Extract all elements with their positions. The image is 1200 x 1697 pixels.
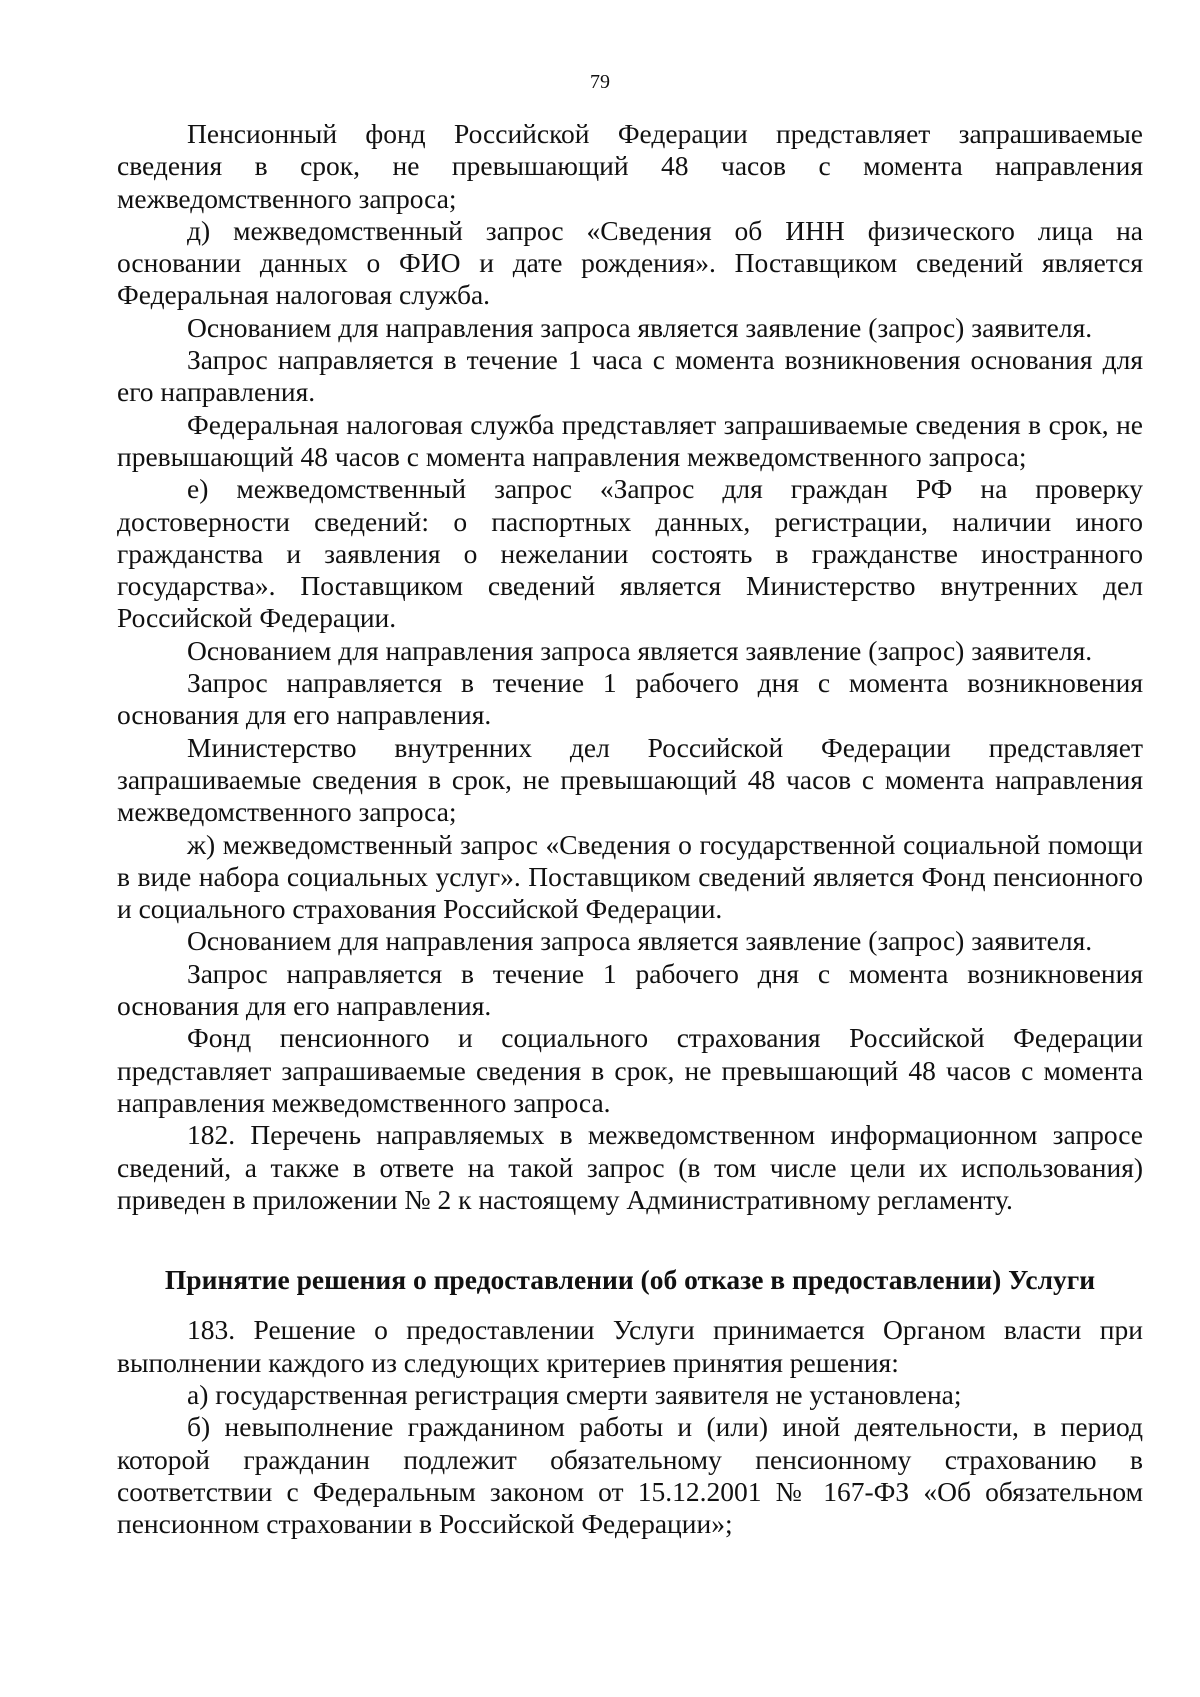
paragraph: Запрос направляется в течение 1 рабочего дня с момента возникновения основания для его направления. (117, 957, 1143, 1022)
paragraph: б) невыполнение гражданином работы и (или) иной деятельности, в период которой гражданин подлежит обязательному пенсионному страхованию в соответствии с Федеральным законом от 15.12.2001 № 167-ФЗ «Об обязательном пенсионном страховании в Российской Федерации»; (117, 1411, 1143, 1540)
paragraph: д) межведомственный запрос «Сведения об ИНН физического лица на основании данных о ФИО и дате рождения». Поставщиком сведений является Федеральная налоговая служба. (117, 214, 1143, 311)
paragraph: Основанием для направления запроса является заявление (запрос) заявителя. (187, 925, 1093, 957)
paragraph: Пенсионный фонд Российской Федерации представляет запрашиваемые сведения в срок, не превышающий 48 часов с момента направления межведомственного запроса; (117, 118, 1143, 214)
paragraph: Запрос направляется в течение 1 рабочего дня с момента возникновения основания для его направления. (117, 667, 1143, 731)
paragraph: а) государственная регистрация смерти заявителя не установлена; (187, 1378, 962, 1410)
paragraph: Запрос направляется в течение 1 часа с момента возникновения основания для его направления. (117, 344, 1143, 408)
paragraph: ж) межведомственный запрос «Сведения о государственной социальной помощи в виде набора социальных услуг». Поставщиком сведений является Фонд пенсионного и социального страхования Российской Федерации. (117, 828, 1143, 925)
paragraph: Федеральная налоговая служба представляет запрашиваемые сведения в срок, не превышающий 48 часов с момента направления межведомственного запроса; (117, 408, 1143, 472)
paragraph: Основанием для направления запроса является заявление (запрос) заявителя. (187, 311, 1093, 343)
paragraph: е) межведомственный запрос «Запрос для граждан РФ на проверку достоверности сведений: о паспортных данных, регистрации, наличии иного гражданства и заявления о нежелании состоять в гражданстве иностранного государства». Поставщиком сведений является Министерство внутренних дел Российской Федерации. (117, 473, 1143, 634)
paragraph: Основанием для направления запроса является заявление (запрос) заявителя. (187, 634, 1093, 666)
paragraph: Министерство внутренних дел Российской Федерации представляет запрашиваемые сведения в срок, не превышающий 48 часов с момента направления межведомственного запроса; (117, 731, 1143, 828)
document-body (117, 118, 1143, 1540)
paragraph: Фонд пенсионного и социального страхования Российской Федерации представляет запрашиваемые сведения в срок, не превышающий 48 часов с момента направления межведомственного запроса. (117, 1022, 1143, 1118)
paragraph: 183. Решение о предоставлении Услуги принимается Органом власти при выполнении каждого из следующих критериев принятия решения: (117, 1314, 1143, 1378)
paragraph: 182. Перечень направляемых в межведомственном информационном запросе сведений, а также в ответе на такой запрос (в том числе цели их использования) приведен в приложении № 2 к настоящему Административному регламенту. (117, 1119, 1143, 1215)
page-number: 79 (590, 71, 610, 93)
section-heading: Принятие решения о предоставлении (об отказе в предоставлении) Услуги (164, 1264, 1096, 1296)
